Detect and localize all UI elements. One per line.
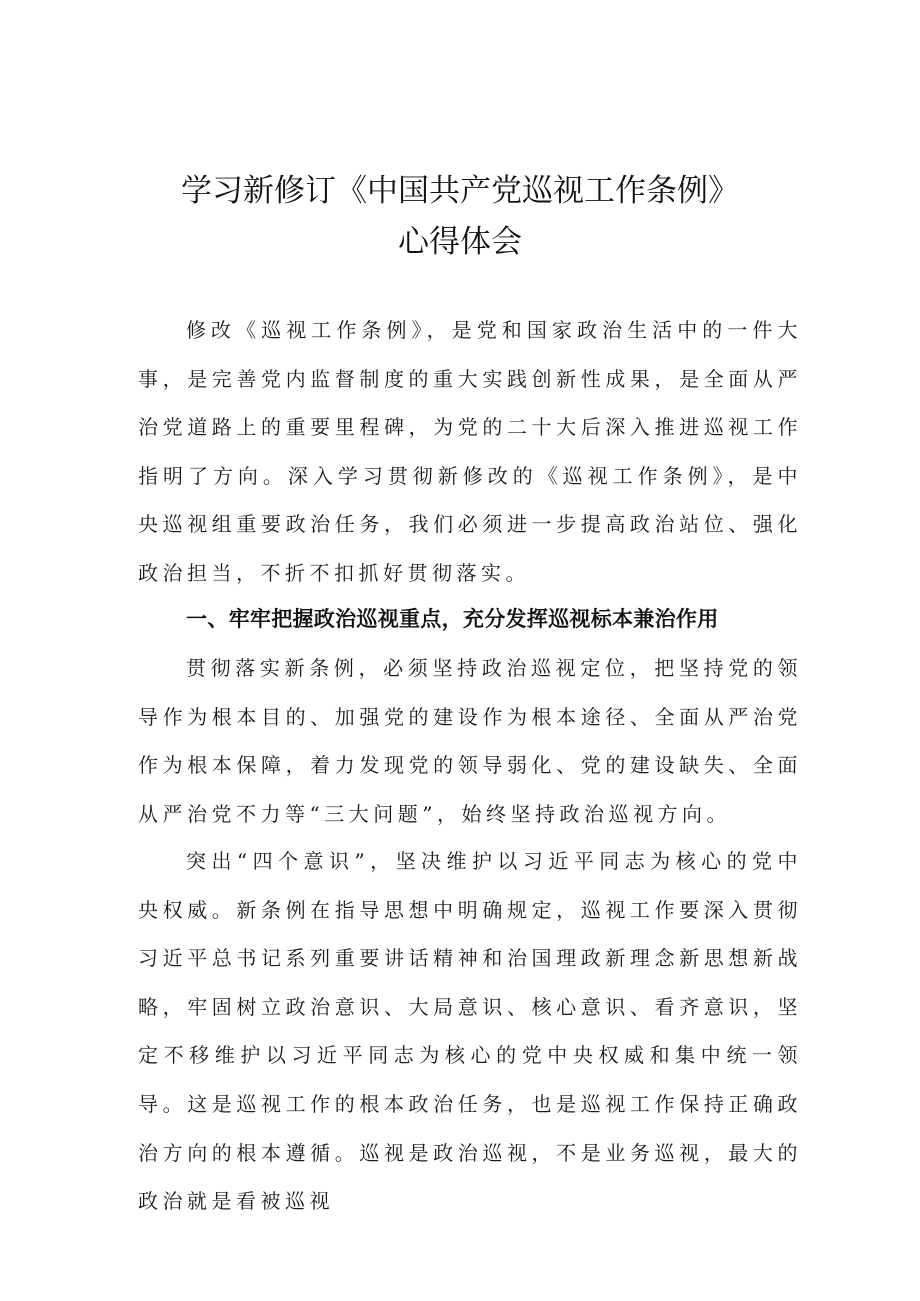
document-title-line-1: 学习新修订《中国共产党巡视工作条例》	[181, 173, 739, 209]
section-heading-1: 一、牢牢把握政治巡视重点，充分发挥巡视标本兼治作用	[186, 607, 719, 631]
paragraph-section1-second: 突出“四个意识”，坚决维护以习近平同志为核心的党中央权威。新条例在指导思想中明确规定，巡视工作要深入贯彻习近平总书记系列重要讲话精神和治国理政新理念新思想新战略，牢固树立政治意识、大局意识、核心意识、看齐意识，坚定不移维护以习近平同志为核心的党中央权威和集中统一领导。这是巡视工作的根本政治任务，也是巡视工作保持正确政治方向的根本遵循。巡视是政治巡视，不是业务巡视，最大的政治就是看被巡视	[138, 849, 802, 1214]
paragraph-intro: 修改《巡视工作条例》，是党和国家政治生活中的一件大事，是完善党内监督制度的重大实践创新性成果，是全面从严治党道路上的重要里程碑，为党的二十大后深入推进巡视工作指明了方向。深入学习贯彻新修改的《巡视工作条例》，是中央巡视组重要政治任务，我们必须进一步提高政治站位、强化政治担当，不折不扣抓好贯彻落实。	[138, 318, 802, 585]
paragraph-section1-first: 贯彻落实新条例，必须坚持政治巡视定位，把坚持党的领导作为根本目的、加强党的建设作为根本途径、全面从严治党作为根本保障，着力发现党的领导弱化、党的建设缺失、全面从严治党不力等“三大问题”，始终坚持政治巡视方向。	[138, 656, 802, 826]
document-title-line-2: 心得体会	[398, 224, 522, 260]
